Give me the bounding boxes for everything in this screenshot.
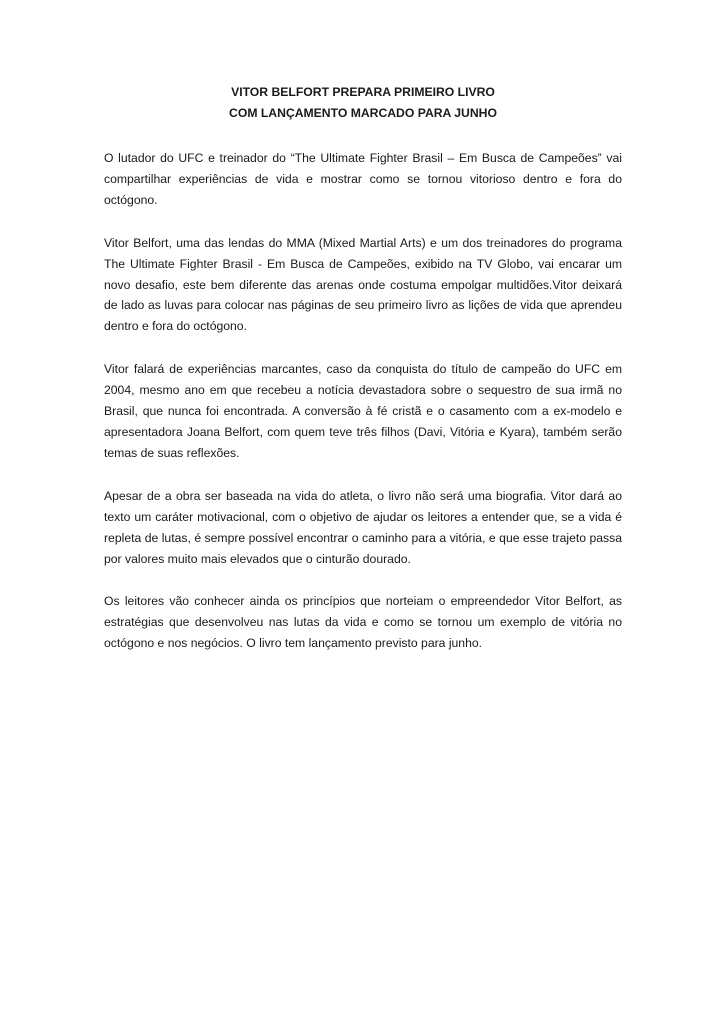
title-line-1: VITOR BELFORT PREPARA PRIMEIRO LIVRO	[231, 85, 495, 99]
document-page	[104, 82, 622, 654]
paragraph-2: Vitor Belfort, uma das lendas do MMA (Mixed Martial Arts) e um dos treinadores do programa The Ultimate Fighter Brasil - Em Busca de Campeões, exibido na TV Globo, vai encarar um novo desafio, este bem diferente das arenas onde costuma empolgar multidões.Vitor deixará de lado as luvas para colocar nas páginas de seu primeiro livro as lições de vida que aprendeu dentro e fora do octógono.	[104, 235, 622, 334]
paragraph-5: Os leitores vão conhecer ainda os princípios que norteiam o empreendedor Vitor Belfort, as estratégias que desenvolveu nas lutas da vida e como se tornou um exemplo de vitória no octógono e nos negócios. O livro tem lançamento previsto para junho.	[104, 594, 622, 651]
document-title	[104, 82, 622, 124]
paragraph-3: Vitor falará de experiências marcantes, caso da conquista do título de campeão do UFC em 2004, mesmo ano em que recebeu a notícia devastadora sobre o sequestro de sua irmã no Brasil, que nunca foi encontrada. A conversão à fé cristã e o casamento com a ex-modelo e apresentadora Joana Belfort, com quem teve três filhos (Davi, Vitória e Kyara), também serão temas de suas reflexões.	[104, 362, 622, 460]
paragraph-4: Apesar de a obra ser baseada na vida do atleta, o livro não será uma biografia. Vitor dará ao texto um caráter motivacional, com o objetivo de ajudar os leitores a entender que, se a vida é repleta de lutas, é sempre possível encontrar o caminho para a vitória, e que esse trajeto passa por valores muito mais elevados que o cinturão dourado.	[104, 488, 622, 566]
paragraph-1: O lutador do UFC e treinador do “The Ultimate Fighter Brasil – Em Busca de Campeões” vai compartilhar experiências de vida e mostrar como se tornou vitorioso dentro e fora do octógono.	[104, 151, 622, 207]
title-line-2: COM LANÇAMENTO MARCADO PARA JUNHO	[229, 106, 497, 120]
